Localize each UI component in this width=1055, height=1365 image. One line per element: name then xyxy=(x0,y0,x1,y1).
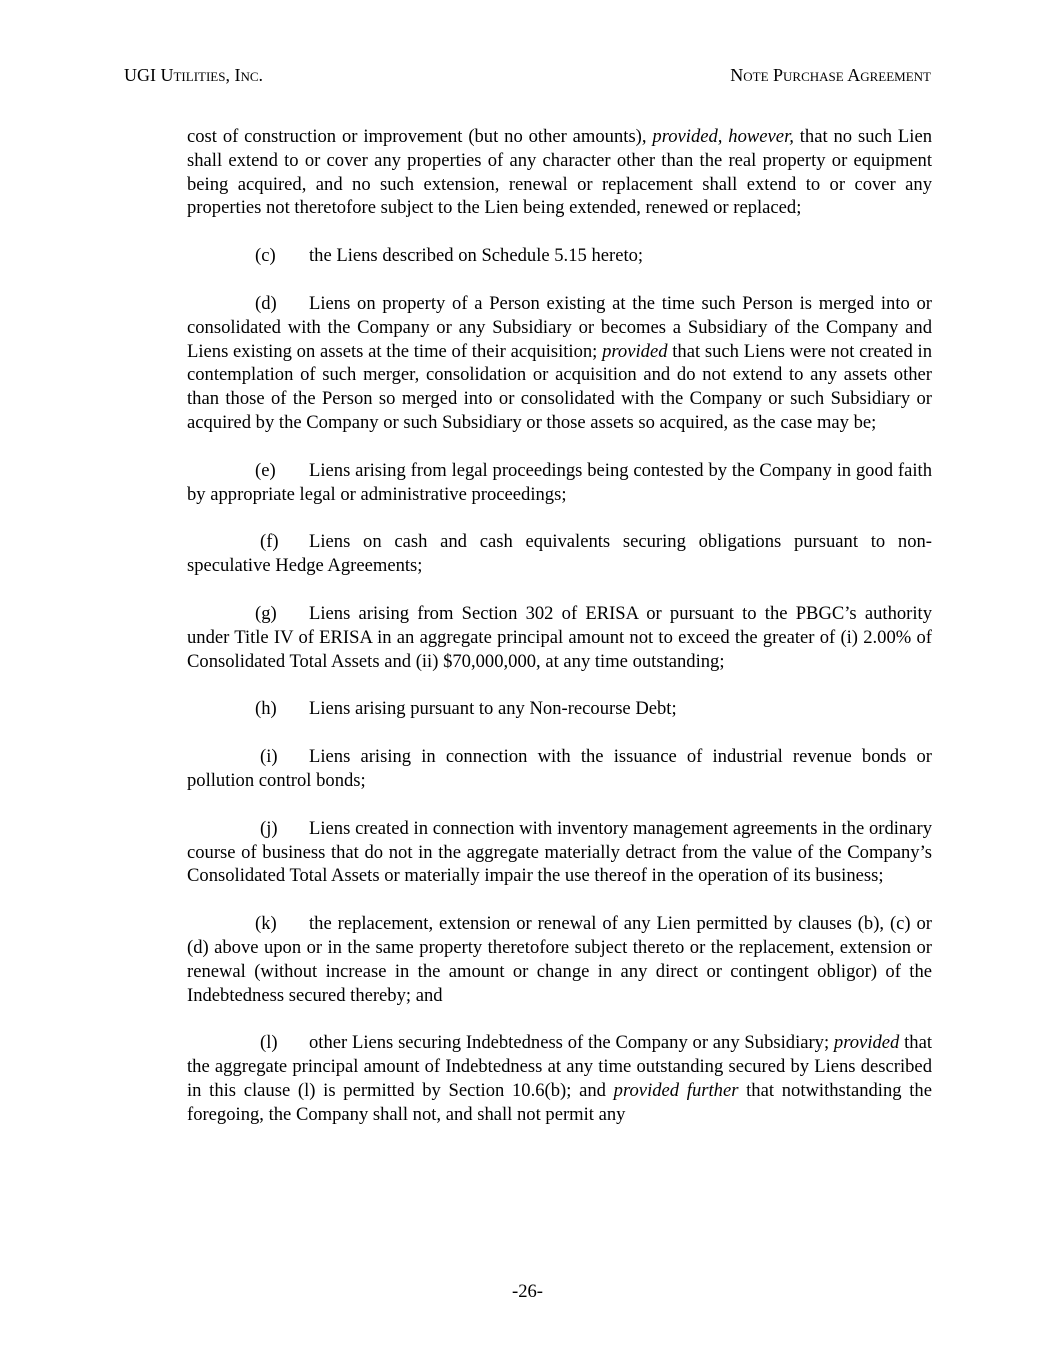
header-document-title: Note Purchase Agreement xyxy=(730,65,931,85)
clause-d: (d) Liens on property of a Person existing at the time such Person is merged into or consolidated with the Company or any Subsidiary or becomes a Subsidiary of the Company and Liens existing on assets at the time of their acquisition; provided that such Liens were not created in contemplation of such merger, consolidation or acquisition and do not extend to any assets other than those of the Person so merged into or consolidated with the Company or such Subsidiary or acquired by the Company or such Subsidiary or those assets so acquired, as the case may be; xyxy=(187,292,932,433)
page-header xyxy=(124,64,931,86)
clause-label: (j) xyxy=(260,817,278,839)
clause-h: (h) Liens arising pursuant to any Non-recourse Debt; xyxy=(255,698,677,720)
clause-label: (l) xyxy=(260,1032,278,1054)
clause-label: (h) xyxy=(255,698,277,720)
clause-c: (c) the Liens described on Schedule 5.15 hereto; xyxy=(255,245,644,267)
header-company-name: UGI Utilities, Inc. xyxy=(124,65,264,85)
clause-i: (i) Liens arising in connection with the issuance of industrial revenue bonds or pollution control bonds; xyxy=(187,746,932,791)
page-number: -26- xyxy=(512,1281,543,1302)
clause-label: (e) xyxy=(255,459,276,481)
clause-g: (g) Liens arising from Section 302 of ERISA or pursuant to the PBGC’s authority under Title IV of ERISA in an aggregate principal amount not to exceed the greater of (i) 2.00% of Consolidated Total Assets and (ii) $70,000,000, at any time outstanding; xyxy=(187,602,932,672)
clause-f: (f) Liens on cash and cash equivalents securing obligations pursuant to non-speculative Hedge Agreements; xyxy=(187,531,932,577)
clause-label: (k) xyxy=(255,913,277,935)
clause-j: (j) Liens created in connection with inventory management agreements in the ordinary course of business that do not in the aggregate materially detract from the value of the Company’s Consolidated Total Assets or materially impair the use thereof in the operation of its business; xyxy=(187,817,932,887)
clause-label: (g) xyxy=(255,602,277,624)
clause-e: (e) Liens arising from legal proceedings being contested by the Company in good faith by appropriate legal or administrative proceedings; xyxy=(187,459,932,505)
clause-label: (f) xyxy=(260,531,279,553)
clause-label: (d) xyxy=(255,292,277,314)
clause-label: (c) xyxy=(255,245,276,267)
clause-k: (k) the replacement, extension or renewal of any Lien permitted by clauses (b), (c) or (d) above upon or in the same property theretofore subject thereto or the replacement, extension or renewal (without increase in the amount or change in any direct or contingent obligor) of the Indebtedness secured thereby; and xyxy=(187,913,932,1006)
clause-l: (l) other Liens securing Indebtedness of the Company or any Subsidiary; provided that the aggregate principal amount of Indebtedness at any time outstanding secured by Liens described in this clause (l) is permitted by Section 10.6(b); and provided further that notwithstanding the foregoing, the Company shall not, and shall not permit any xyxy=(187,1032,932,1125)
clause-label: (i) xyxy=(260,746,278,768)
document-body xyxy=(187,125,932,1127)
continuation-paragraph: cost of construction or improvement (but no other amounts), provided, however, that no such Lien shall extend to or cover any properties of any character other than the real property or equipment being acquired, and no such extension, renewal or replacement shall extend to or cover any properties not theretofore subject to the Lien being extended, renewed or replaced; xyxy=(187,126,932,219)
